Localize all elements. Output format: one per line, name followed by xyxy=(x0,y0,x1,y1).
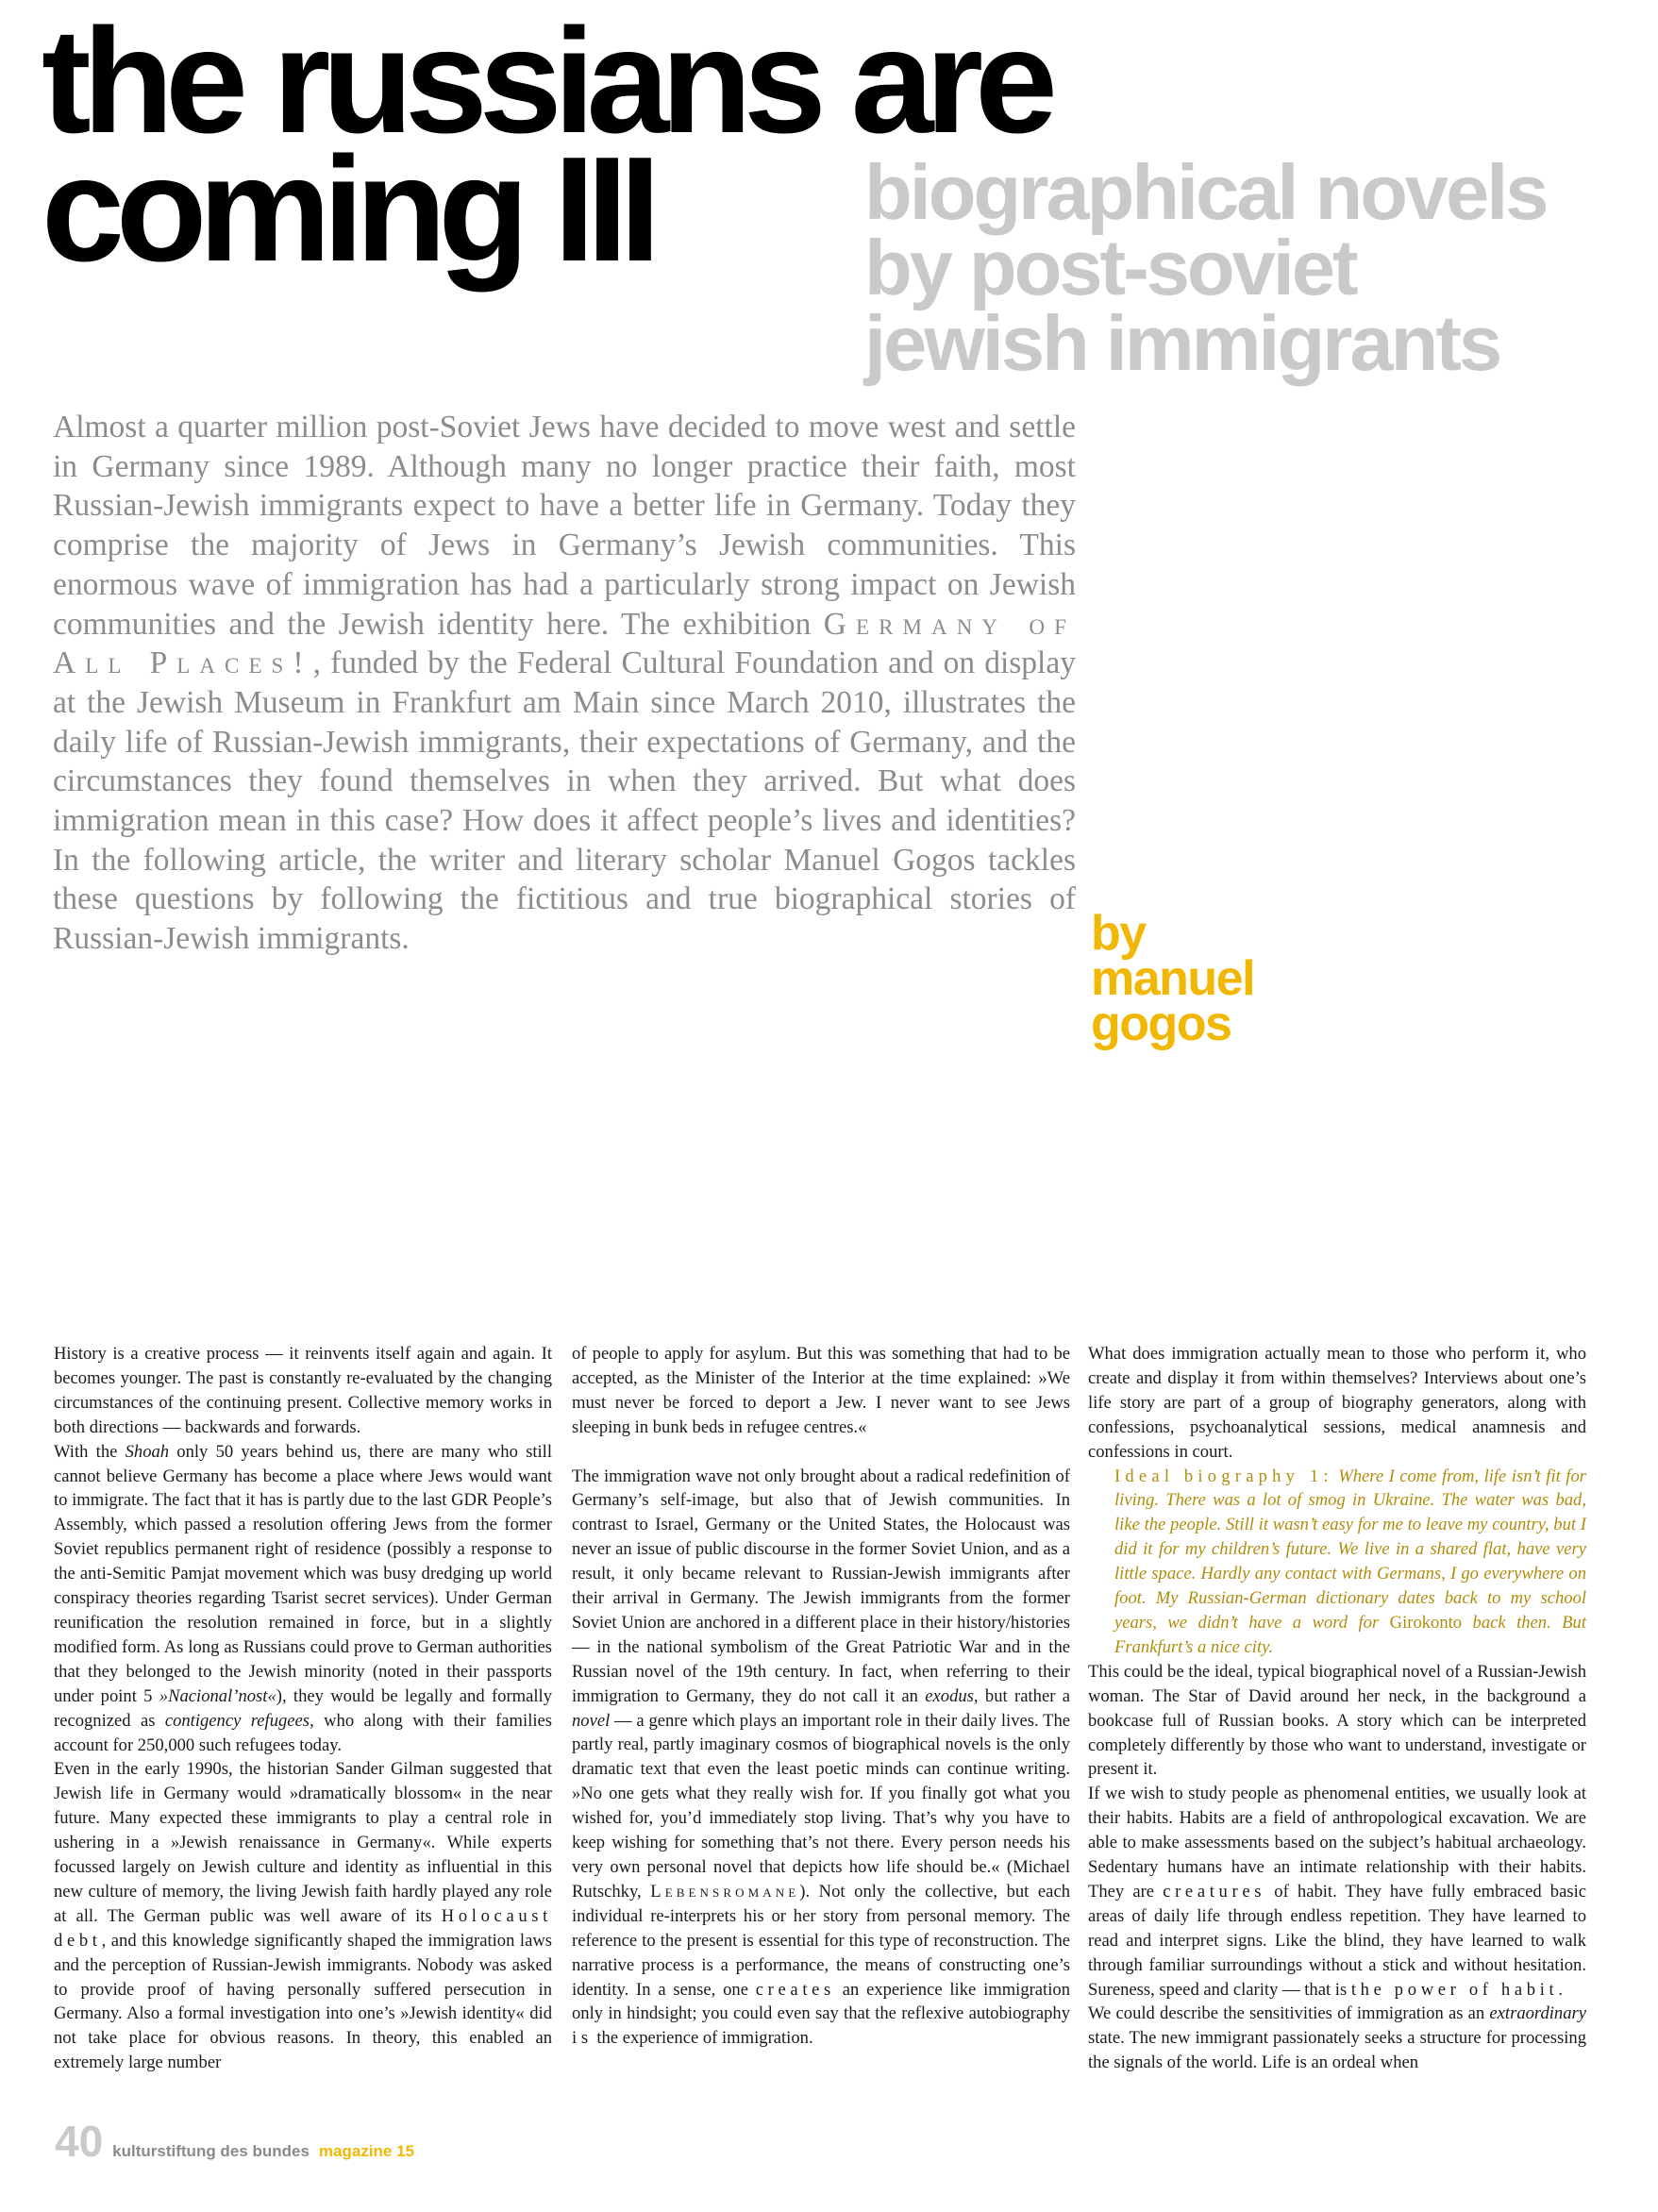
publication-name: kulturstiftung des bundes xyxy=(112,2142,310,2160)
text-run: only 50 years behind us, there are many who still cannot believe Germany has become a place where Jews would want to immigrate. The fact that it has is partly due to the last GDR People’s Assembly, which passed a resolution offering Jews from the former Soviet republics permanent right of residence (possibly a response to the anti-Semitic Pamjat movement which was busy dredging up world conspiracy theories regarding Tsarist secret services). Under German reunification the resolution remained in force, but in a slightly modified form. As long as Russians could prove to German authorities that they belonged to the Jewish minority (noted in their passports under point 5 xyxy=(54,1441,552,1706)
col1-paragraph-1: History is a creative process — it reinvents itself again and again. It becomes younger. The past is constantly re-evaluated by the changing circumstances of the continuing present. Collective memory works in both directions — backwards and forwards. xyxy=(54,1344,552,1437)
subtitle-line-1: biographical novels xyxy=(864,148,1547,236)
term-creates: creates xyxy=(755,1979,835,2000)
title-line-2: coming III xyxy=(42,126,653,293)
text-run: If we wish to study people as phenomenal entities, we usually look at their habits. Habits are a field of anthropological excavation. We are able to make assessments based on the subject’s habitual archaeology. Sedentary humans have an intimate relationship with their habits. They are xyxy=(1088,1784,1586,1902)
text-run: . xyxy=(1558,1979,1563,2000)
term-extraordinary: extraordinary xyxy=(1489,2003,1586,2024)
col3-paragraph-4 xyxy=(1088,2002,1586,2075)
text-run: We could describe the sensitivities of immigration as an xyxy=(1088,2003,1490,2024)
term-girokonto: Girokonto xyxy=(1389,1612,1463,1633)
text-run: state. The new immigrant passionately seeks a structure for processing the signals of the world. Life is an ordeal when xyxy=(1088,2028,1586,2073)
col1-paragraph-2 xyxy=(54,1440,552,1758)
body-column-2 xyxy=(572,1342,1070,2051)
text-run: ). Not only the collective, but each individual re-interprets his or her story from personal memory. The reference to the present is essential for this type of reconstruction. The narrative process is a performance, the means of constructing one’s identity. In a sense, one xyxy=(572,1881,1070,2000)
text-run: the experience of immigration. xyxy=(592,2028,813,2049)
term-shoah: Shoah xyxy=(125,1441,170,1462)
col3-paragraph-1: What does immigration actually mean to those who perform it, who create and display it from within themselves? Interviews about one’s life story are part of a group of biography generators, along with confessions, psychoanalytical sessions, medical anamnesis and confessions in court. xyxy=(1088,1344,1586,1462)
subtitle-line-3: jewish immigrants xyxy=(864,299,1500,387)
quote-label: Ideal biography 1: xyxy=(1114,1466,1333,1486)
intro-text-2: , funded by the Federal Cultural Foundation and on display at the Jewish Museum in Frankfurt am Main since March 2010, illustrates the daily life of Russian-Jewish immigrants, their expectations of Germany, and the circumstances they found themselves in when they arrived. But what does immigration mean in this case? How does it affect people’s lives and identities? In the following article, the writer and literary scholar Manuel Gogos tackles these questions by following the fictitious and true biographical stories of Russian-Jewish immigrants. xyxy=(53,645,1076,957)
magazine-issue: magazine 15 xyxy=(318,2142,415,2160)
article-subtitle xyxy=(864,148,1547,387)
term-nacionalnost: »Nacional’nost« xyxy=(159,1685,276,1706)
text-run: Even in the early 1990s, the historian Sander Gilman suggested that Jewish life in Germany would »dramatically blossom« in the near future. Many expected these immigrants to play a central role in ushering in a »Jewish renaissance in Germany«. While experts focussed largely on Jewish culture and identity as influential in this new culture of memory, the living Jewish faith hardly played any role at all. The German public was well aware of its xyxy=(54,1759,552,1926)
term-exodus: exodus xyxy=(925,1685,974,1706)
intro-paragraph xyxy=(53,408,1076,959)
body-column-1 xyxy=(54,1342,552,2075)
term-contigency-refugees: contigency refugees xyxy=(164,1710,310,1731)
intro-text-1: Almost a quarter million post-Soviet Jews have decided to move west and settle in Germany since 1989. Although many no longer practice their faith, most Russian-Jewish immigrants expect to have a better life in Germany. Today they comprise the majority of Jews in Germany’s Jewish communities. This enormous wave of immigration has had a particularly strong impact on Jewish communities and the Jewish identity here. The exhibition xyxy=(53,410,1076,642)
col2-paragraph-1: of people to apply for asylum. But this was something that had to be accepted, as the Minister of the Interior at the time explained: »We must never be forced to deport a Jew. I never want to see Jews sleeping in bunk beds in refugee centres.« xyxy=(572,1344,1070,1437)
byline-first-name: manuel xyxy=(1091,951,1255,1006)
term-is: is xyxy=(572,2028,593,2049)
byline-last-name: gogos xyxy=(1091,997,1231,1051)
col2-paragraph-2 xyxy=(572,1465,1070,2052)
title-line-1: the russians are xyxy=(42,0,1049,164)
byline-by: by xyxy=(1091,906,1146,961)
quote-text: Where I come from, life isn’t fit for living. There was a lot of smog in Ukraine. The water was bad, like the people. Still it wasn’t easy for me to leave my country, but I did it for my children’s future. We live in a shared flat, have very little space. Hardly any contact with Germans, I go everywhere on foot. My Russian-German dictionary dates back to my school years, we didn’t have a word for xyxy=(1114,1466,1586,1633)
author-byline xyxy=(1091,906,1255,1051)
book-title-lebensromane: Lebensromane xyxy=(650,1881,800,1902)
page-number: 40 xyxy=(55,2117,104,2166)
text-run: an experience like immigration only in hindsight; you could even say that the reflexive autobiography xyxy=(572,1979,1070,2024)
text-run: , and this knowledge significantly shaped the immigration laws and the perception of Russian-Jewish immigrants. Nobody was asked to provide proof of having personally suffered persecution in Germany. Also a formal investigation into one’s »Jewish identity« did not take place for obvious reasons. In theory, this enabled an extremely large number xyxy=(54,1930,552,2073)
ideal-biography-quote xyxy=(1088,1465,1586,1660)
text-run: The immigration wave not only brought about a radical redefinition of Germany’s self-image, but also that of Jewish communities. In contrast to Israel, Germany or the United States, the Holocaust was never an issue of public discourse in the former Soviet Union, and as a result, it only became relevant to Russian-Jewish immigrants after their arrival in Germany. The Jewish immigrants from the former Soviet Union are anchored in a different place in their history/histories — in the national symbolism of the Great Patriotic War and in the Russian novel of the 19th century. In fact, when referring to their immigration to Germany, they do not call it an xyxy=(572,1466,1070,1706)
term-power-of-habit: the power of habit xyxy=(1350,1979,1559,2000)
quote-text: back then. But Frankfurt’s a nice city. xyxy=(1114,1612,1586,1657)
text-run: — a genre which plays an important role in their daily lives. The partly real, partly imaginary cosmos of biographical novels is the only dramatic text that even the least poetic minds can continue writing. »No one gets what they really wish for. If you finally got what you wished for, you’d immediately stop living. That’s why you have to keep wishing for something that’s not there. Every person needs his very own personal novel that depicts how life should be.« (Michael Rutschky, xyxy=(572,1710,1070,1902)
exhibition-title: Germany of All Places! xyxy=(53,606,1077,681)
text-run: , but rather a xyxy=(973,1685,1070,1706)
col3-paragraph-3 xyxy=(1088,1782,1586,2002)
term-creatures: creatures xyxy=(1163,1881,1266,1902)
text-run: of habit. They have fully embraced basic areas of daily life through endless repetition. They have learned to read and interpret signs. Like the blind, they have learned to walk through familiar surroundings without a stick and without hesitation. Sureness, speed and clarity — that is xyxy=(1088,1881,1586,2000)
text-run: ), they would be legally and formally recognized as xyxy=(54,1685,552,1731)
term-novel: novel xyxy=(572,1710,611,1731)
page-footer xyxy=(55,2116,415,2166)
term-holocaust-debt: Holocaust debt xyxy=(54,1905,552,1951)
col3-paragraph-2: This could be the ideal, typical biographical novel of a Russian-Jewish woman. The Star of David around her neck, in the background a bookcase full of Russian books. A story which can be interpreted completely differently by those who want to understand, investigate or present it. xyxy=(1088,1661,1586,1780)
subtitle-line-2: by post-soviet xyxy=(864,224,1356,311)
text-run: With the xyxy=(54,1441,126,1462)
text-run: , who along with their families account for 250,000 such refugees today. xyxy=(54,1710,553,1755)
body-column-3 xyxy=(1088,1342,1586,2075)
col1-paragraph-3 xyxy=(54,1757,552,2075)
